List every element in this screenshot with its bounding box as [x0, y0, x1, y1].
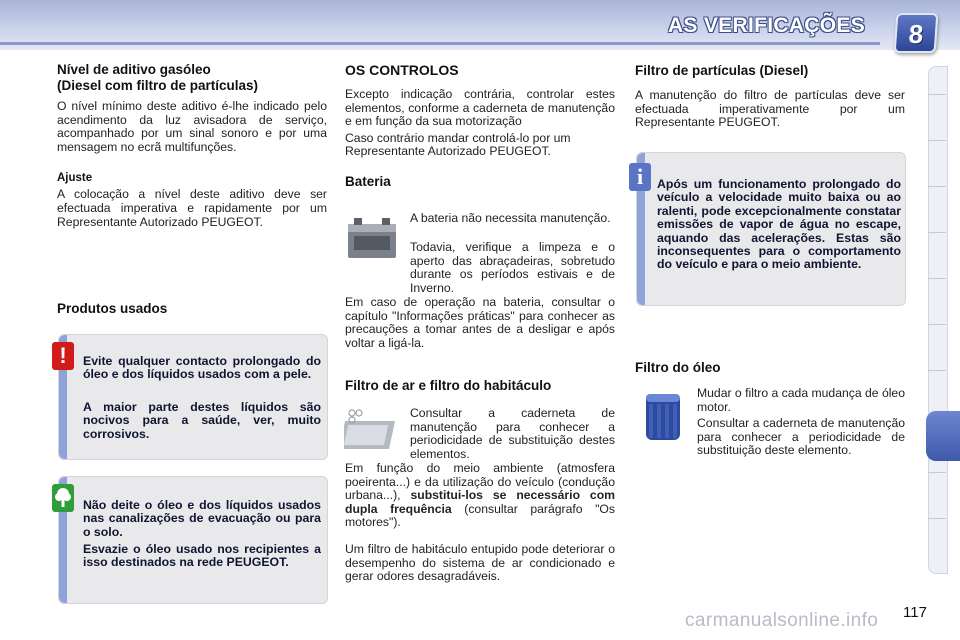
eco-text-2: Esvazie o óleo usado nos recipientes a isso destinados na rede PEUGEOT. — [83, 542, 321, 570]
bateria-title: Bateria — [345, 173, 391, 189]
chapter-title: AS VERIFICAÇÕES — [667, 14, 865, 37]
controls-title: OS CONTROLOS — [345, 62, 459, 78]
tab-divider — [928, 472, 946, 473]
bateria-paragraph-1: A bateria não necessita manutenção. — [410, 211, 611, 225]
filtro-ar-text-bold: substitui-los se necessário com dupla frequência — [345, 488, 615, 516]
filtro-ar-paragraph-3: Um filtro de habitáculo entupido pode deteriorar o desempenho do sistema de ar condicionado e gerar odores desagradáveis. — [345, 542, 615, 584]
tab-divider — [928, 518, 946, 519]
filtro-ar-paragraph-2 — [345, 462, 615, 530]
chapter-tab-strip — [928, 66, 948, 574]
eco-text-1: Não deite o óleo e dos líquidos usados nas canalizações de evacuação ou para o solo. — [83, 498, 321, 539]
section-subtitle-aditivo: (Diesel com filtro de partículas) — [57, 78, 259, 93]
filtro-ar-title: Filtro de ar e filtro do habitáculo — [345, 378, 552, 393]
tab-divider — [928, 94, 946, 95]
bateria-paragraph-2a: Todavia, verifique a limpeza e o aperto das abraçadeiras, sobretudo durante os períodos estivais e de Inverno. — [410, 240, 615, 295]
produtos-usados-title: Produtos usados — [57, 301, 168, 316]
filtro-ar-paragraph-1: Consultar a caderneta de manutenção para conhecer a periodicidade de substituição destes elementos. — [410, 406, 615, 461]
tab-divider — [928, 140, 946, 141]
column-left — [57, 62, 327, 229]
column-middle — [345, 62, 615, 190]
tab-divider — [928, 278, 946, 279]
warning-text-2: A maior parte destes líquidos são nocivos para a saúde, ver, muito corrosivos. — [83, 400, 321, 441]
battery-image — [344, 212, 402, 264]
environment-box — [58, 476, 328, 604]
filtro-ar-text-a: Em função do meio ambiente (atmosfera poeirenta...) e da utilização do veículo (condução urbana...), — [345, 461, 615, 503]
info-box — [636, 152, 906, 306]
tab-divider — [928, 324, 946, 325]
oleo-paragraph-1: Mudar o filtro a cada mudança de óleo motor. — [697, 386, 905, 414]
tree-icon — [52, 484, 74, 512]
warning-text-1: Evite qualquer contacto prolongado do óleo e dos líquidos usados com a pele. — [83, 354, 321, 382]
tab-divider — [928, 186, 946, 187]
chapter-badge — [894, 13, 939, 53]
section-title-aditivo: Nível de aditivo gasóleo — [57, 62, 211, 77]
tab-divider — [928, 370, 946, 371]
ajuste-title: Ajuste — [57, 172, 93, 185]
controls-paragraph-2: Caso contrário mandar controlá-lo por um Representante Autorizado PEUGEOT. — [345, 130, 571, 159]
particulas-paragraph: A manutenção do filtro de partículas deve ser efectuada imperativamente por um Representante PEUGEOT. — [635, 88, 905, 130]
bateria-paragraph-3: Em caso de operação na bateria, consultar o capítulo "Informações práticas" para conhecer as precauções a tomar antes de a desligar e após voltar a ligá-la. — [345, 295, 615, 350]
exclamation-icon: ! — [52, 342, 74, 370]
controls-paragraph-1: Excepto indicação contrária, controlar estes elementos, conforme a caderneta de manutenção e em função da sua motorização — [345, 87, 615, 129]
oleo-paragraph-2: Consultar a caderneta de manutenção para conhecer a periodicidade de substituição deste elemento. — [697, 416, 905, 458]
filtro-oleo-title: Filtro do óleo — [635, 360, 721, 375]
aditivo-paragraph: O nível mínimo deste aditivo é-lhe indicado pelo acendimento da luz avisadora de serviço, acompanhado por um sinal sonoro e por uma mensagem no ecrã multifunções. — [57, 99, 327, 154]
header-rule — [0, 42, 880, 45]
warning-box — [58, 334, 328, 460]
active-chapter-tab[interactable] — [926, 411, 960, 461]
watermark: carmanualsonline.info — [685, 610, 879, 631]
tab-divider — [928, 232, 946, 233]
info-text: Após um funcionamento prolongado do veículo a velocidade muito baixa ou ao ralenti, pode excepcionalmente constatar emissões de vapor de água no escape, aquando das acelerações. Estas são inconsequentes para o comportamento do veículo e para o meio ambiente. — [657, 177, 901, 272]
ajuste-paragraph: A colocação a nível deste aditivo deve ser efectuada imperativa e rapidamente por um Representante Autorizado PEUGEOT. — [57, 187, 327, 229]
page-number: 117 — [903, 604, 927, 621]
particulas-title: Filtro de partículas (Diesel) — [635, 63, 809, 78]
filtro-ar-text-b: (consultar parágrafo "Os motores"). — [345, 501, 615, 530]
info-icon: i — [629, 163, 651, 191]
oil-filter-image — [640, 390, 686, 446]
tree-icon-glyph — [52, 484, 74, 512]
air-filter-image — [344, 407, 404, 455]
chapter-number: 8 — [907, 19, 925, 49]
